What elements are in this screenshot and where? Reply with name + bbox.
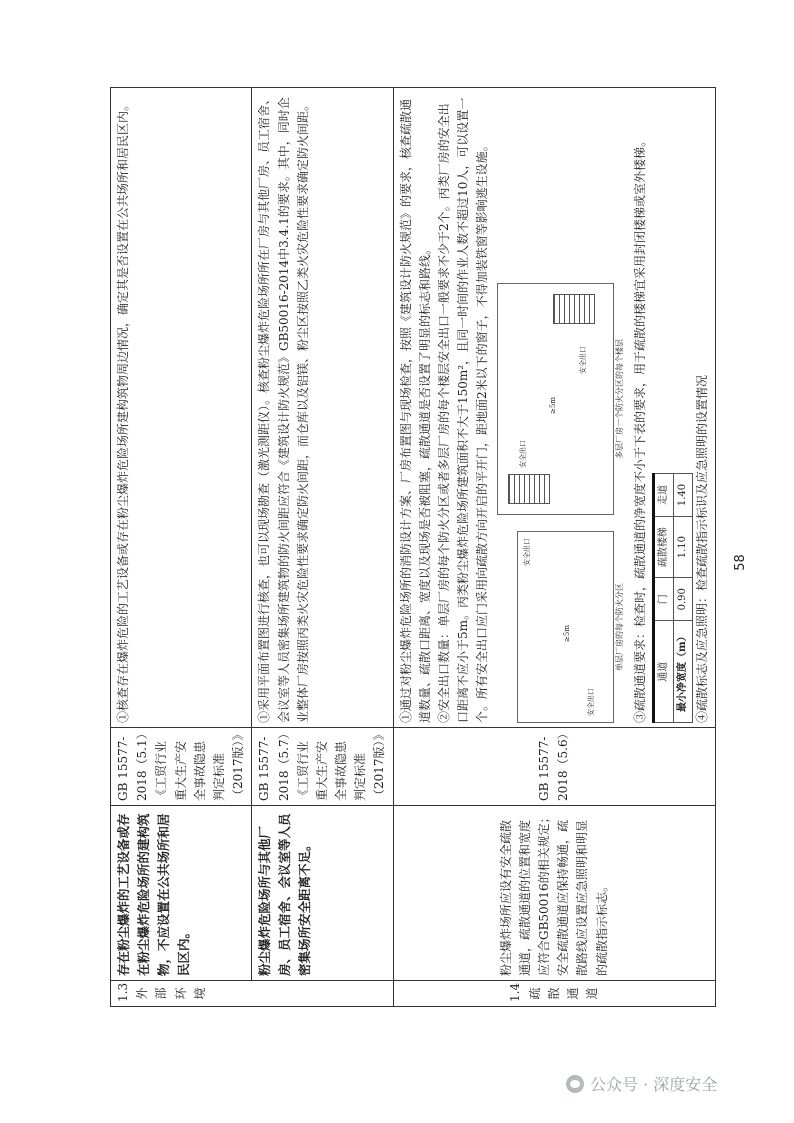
single-floor-diagram <box>517 531 627 723</box>
wechat-icon <box>566 1075 584 1093</box>
table-row <box>252 88 393 1007</box>
method-cell: ①采用平面布置图进行核查，也可以现场勘查（激光测距仪）。核查粉尘爆炸危险场所所在厂房与其他厂房、员工宿舍、会议室等人员密集场所建筑物的防火间距应符合《建筑设计防火规范》GB50016-2014中3.4.1的要求。其中，同时企业整体厂房按照丙类火灾危险性要求确定防火间距，而仓库以及铝镁、粉尘区按照乙类火灾危险性要求确定防火间距。 <box>252 88 393 728</box>
exit-label: 安全出口 <box>522 538 531 566</box>
method-exit: ②安全出口数量：单层厂房的每个防火分区或者多层厂房的每个楼层安全出口一般要求不少于2个。丙类厂房的安全出口距离不应小于5m。丙类粉尘爆炸危险场所建筑面积不大于150m²，且同一时间的作业人数不超过10人，可以设置一个。所有安全出口应门采用向疏散方向开启的平开门，距地面2米以下的窗子，不得加装铁窗等影响逃生设施。 <box>437 97 490 723</box>
basis-cell: GB 15577-2018（5.1）《工贸行业重大生产安全事故隐患判定标准（2017版）》 <box>111 728 252 806</box>
single-floor-plan <box>517 531 614 723</box>
exit-label: 安全出口 <box>518 440 527 468</box>
method-intro: ①通过对粉尘爆炸危险场所的消防设计方案、厂房布置图与现场检查，按照《建筑设计防火规范》的要求，核查疏散通道数量、疏散口距离、宽度以及现场是否被阻塞，疏散通道是否设置了明显的标志和路线。 <box>398 98 432 723</box>
rotated-table-container <box>110 87 709 1007</box>
table-row <box>673 473 692 722</box>
method-width: ③疏散通道要求：检查时，疏散通道的净宽度不小于下表的要求，用于疏散的楼梯宜采用封闭楼梯或室外楼梯。 <box>632 134 647 723</box>
row-number-cell <box>393 981 715 1007</box>
table-header: 疏散楼梯 <box>653 517 673 578</box>
table-cell: 1.40 <box>673 473 692 516</box>
row-number: 1.4 <box>508 982 523 1002</box>
inspection-table <box>110 87 716 1007</box>
page-number: 58 <box>732 554 748 571</box>
requirement-cell: 粉尘爆炸危险场所与其他厂房、员工宿舍、会议室等人员密集场所安全距离不足。 <box>252 806 393 981</box>
row-number-cell <box>111 981 394 1007</box>
multi-floor-plan <box>497 283 614 515</box>
row-category: 疏散通道 <box>527 987 600 1000</box>
distance-label: ≥5m <box>562 625 571 642</box>
table-cell: 最小净宽度（m） <box>673 621 692 723</box>
width-table <box>652 473 693 723</box>
table-header: 走道 <box>653 473 673 516</box>
exit-diagrams <box>497 92 627 723</box>
stair-icon <box>508 474 550 504</box>
table-row <box>653 473 673 722</box>
diagram-caption: 多层厂房一个防火分区的每个楼层 <box>614 339 624 459</box>
table-cell: 0.90 <box>673 578 692 621</box>
row-category: 外部环境 <box>135 987 207 1000</box>
watermark-text: 公众号 · 深度安全 <box>590 1075 718 1094</box>
stair-icon <box>553 294 595 324</box>
table-row <box>393 88 715 1007</box>
table-header: 通道 <box>653 621 673 723</box>
exit-label: 安全出口 <box>578 346 587 374</box>
basis-cell: GB 15577-2018（5.7）《工贸行业重大生产安全事故隐患判定标准（2017版）》 <box>252 728 393 806</box>
diagram-caption: 单层厂房的每个防火分区 <box>614 583 624 671</box>
row-number: 1.3 <box>116 982 130 1002</box>
requirement-cell: 存在粉尘爆炸的工艺设备或存在粉尘爆炸危险场所的建构筑物，不应设置在公共场所和居民区内。 <box>111 806 252 981</box>
method-light: ④疏散标志及应急照明：检查疏散指示标识及应急照明的设置情况 <box>694 374 709 723</box>
table-cell: 1.10 <box>673 517 692 578</box>
exit-label: 安全出口 <box>586 688 595 716</box>
method-cell: ①核查存在爆炸危险的工艺设备或存在粉尘爆炸危险场所建构筑物周边情况，确定其是否设置在公共场所和居民区内。 <box>111 88 252 728</box>
method-cell <box>393 88 715 728</box>
table-row <box>111 88 252 1007</box>
multi-floor-diagram <box>497 283 627 515</box>
requirement-cell: 粉尘爆炸场所应设有安全疏散通道，疏散通道的位置和宽度应符合GB50016的相关规定；安全疏散通道应保持畅通，疏散路线应设置应急照明和明显的疏散指示标志。 <box>393 806 715 981</box>
table-header: 门 <box>653 578 673 621</box>
basis-cell: GB 15577-2018（5.6） <box>393 728 715 806</box>
watermark <box>566 1072 717 1095</box>
distance-label: ≥5m <box>548 397 557 414</box>
